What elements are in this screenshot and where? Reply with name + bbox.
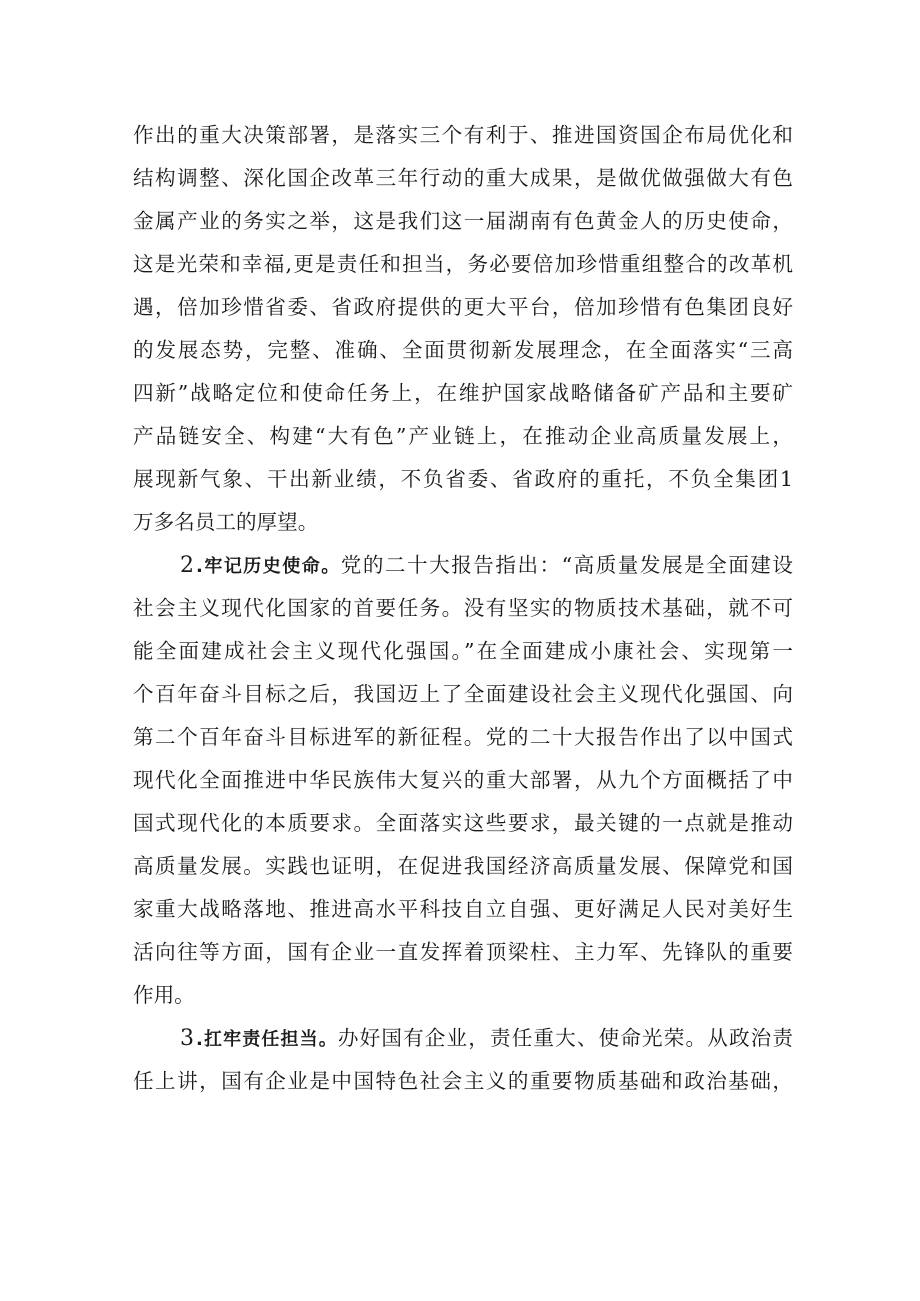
paragraph-1-line: 万多名员工的厚望。: [133, 510, 319, 534]
paragraph-2-line: 家重大战略落地、推进高水平科技自立自强、更好满足人民对美好生: [133, 897, 793, 921]
paragraph-2-line: 现代化全面推进中华民族伟大复兴的重大部署，从九个方面概括了中: [133, 768, 793, 792]
paragraph-2-line: 作用。: [133, 983, 195, 1007]
paragraph-3-line: 任上讲，国有企业是中国特色社会主义的重要物质基础和政治基础，: [133, 1069, 793, 1093]
section-heading: .扛牢责任担当。: [196, 1029, 338, 1050]
paragraph-1-line: 作出的重大决策部署，是落实三个有利于、推进国资国企布局优化和: [133, 123, 793, 147]
paragraph-2-text: 党的二十大报告指出：“高质量发展是全面建设: [340, 553, 793, 577]
section-number: 3: [180, 1026, 194, 1051]
paragraph-1-line: 四新”战略定位和使命任务上，在维护国家战略储备矿产品和主要矿: [133, 381, 793, 405]
paragraph-2-line: 个百年奋斗目标之后，我国迈上了全面建设社会主义现代化强国、向: [133, 682, 793, 706]
paragraph-2-line: 社会主义现代化国家的首要任务。没有坚实的物质技术基础，就不可: [133, 596, 793, 620]
paragraph-1-line: 金属产业的务实之举，这是我们这一届湖南有色黄金人的历史使命，: [133, 209, 793, 233]
paragraph-1-line: 展现新气象、干出新业绩，不负省委、省政府的重托，不负全集团1: [133, 467, 793, 491]
paragraph-1-line: 这是光荣和幸福,更是责任和担当，务必要倍加珍惜重组整合的改革机: [133, 252, 793, 276]
paragraph-2-line: 高质量发展。实践也证明，在促进我国经济高质量发展、保障党和国: [133, 854, 793, 878]
paragraph-2-first-line: [180, 550, 793, 580]
paragraph-1-line: 产品链安全、构建“大有色”产业链上，在推动企业高质量发展上，: [133, 424, 793, 448]
section-number: 2: [180, 553, 194, 578]
paragraph-1-line: 结构调整、深化国企改革三年行动的重大成果，是做优做强做大有色: [133, 166, 793, 190]
paragraph-1-line: 的发展态势，完整、准确、全面贯彻新发展理念，在全面落实“三高: [133, 338, 793, 362]
section-heading: .牢记历史使命。: [196, 556, 341, 577]
paragraph-1-line: 遇，倍加珍惜省委、省政府提供的更大平台，倍加珍惜有色集团良好: [133, 295, 793, 319]
paragraph-2-line: 能全面建成社会主义现代化强国。”在全面建成小康社会、实现第一: [133, 639, 793, 663]
paragraph-3-text: 办好国有企业，责任重大、使命光荣。从政治责: [337, 1026, 793, 1050]
paragraph-2-line: 第二个百年奋斗目标进军的新征程。党的二十大报告作出了以中国式: [133, 725, 793, 749]
paragraph-2-line: 活向往等方面，国有企业一直发挥着顶梁柱、主力军、先锋队的重要: [133, 940, 793, 964]
paragraph-2-line: 国式现代化的本质要求。全面落实这些要求，最关键的一点就是推动: [133, 811, 793, 835]
paragraph-3-first-line: [180, 1023, 793, 1053]
